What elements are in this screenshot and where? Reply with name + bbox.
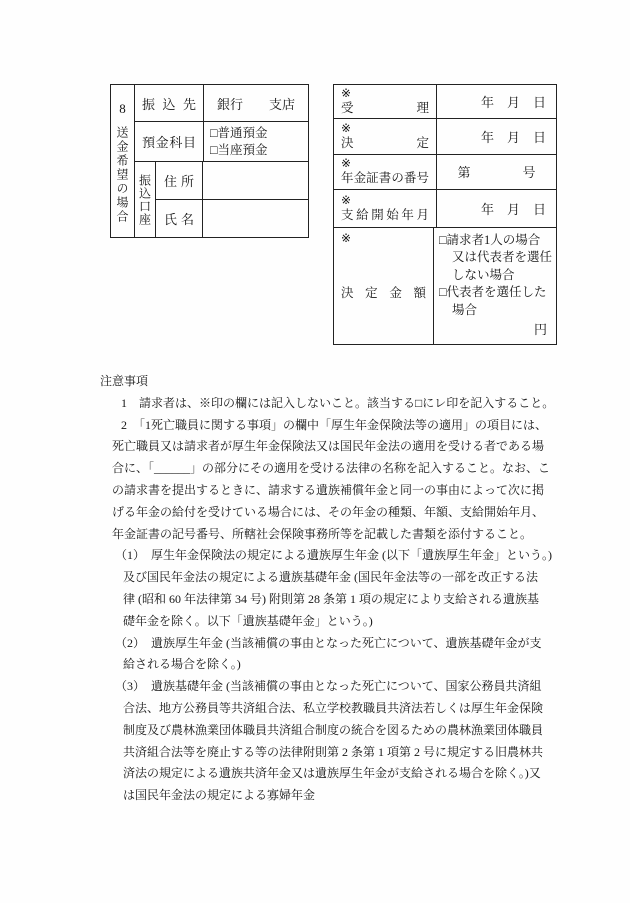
yen-unit: 円	[533, 322, 547, 337]
note-line: は国民年金法の規定による寡婦年金	[123, 788, 316, 803]
acceptance-label-cell	[334, 85, 437, 118]
note-line: 合法、地方公務員等共済組合法、私立学校教職員共済法若しくは厚生年金保険	[123, 700, 544, 715]
name-label-cell	[156, 200, 203, 237]
transfer-account-label: 振込口座	[135, 162, 156, 237]
checkbox-option-continuation: しない場合	[451, 267, 515, 282]
transfer-account-subrows	[156, 162, 308, 237]
checkbox-option-continuation: 又は代表者を選任	[451, 250, 552, 264]
representative-selected-checkbox[interactable]: □代表者を選任した	[438, 285, 547, 299]
office-use-table	[333, 84, 557, 345]
pension-cert-number-field[interactable]: 第 号	[457, 165, 536, 181]
reference-mark: ※	[341, 156, 352, 171]
table-row	[334, 85, 556, 119]
name-label: 氏名	[164, 212, 194, 227]
note-line: 死亡職員又は請求者が厚生年金保険法又は国民年金法の適用を受ける者である場	[112, 439, 545, 454]
deposit-type-options	[204, 122, 308, 161]
payment-start-label: 支給開始年月	[341, 207, 429, 222]
decided-amount-cell	[434, 228, 556, 345]
table-row	[135, 122, 308, 162]
decision-label: 決定	[341, 136, 429, 151]
payment-start-label-cell	[334, 190, 437, 227]
note-line: 礎年金を除く。以下「遺族基礎年金」という。)	[123, 613, 373, 628]
decision-label-cell	[334, 119, 437, 154]
note-line: （1） 厚生年金保険法の規定による遺族厚生年金 (以下「遺族厚生年金」という。)	[115, 548, 552, 563]
table-row	[156, 162, 308, 200]
name-field[interactable]	[203, 200, 308, 237]
note-line: 給される場合を除く。)	[123, 657, 241, 672]
payment-start-date-field[interactable]: 年 月 日	[480, 201, 546, 217]
decided-amount-label-cell	[334, 228, 434, 345]
reference-mark: ※	[341, 230, 352, 245]
checkbox-option-continuation: 場合	[451, 302, 477, 317]
deposit-type-label-cell	[135, 122, 204, 161]
note-line: 済法の規定による遺族共済年金又は遺族厚生年金が支給される場合を除く。)又	[123, 766, 541, 781]
section-number: 8	[119, 101, 126, 116]
notes-section	[100, 371, 555, 807]
table-row	[334, 155, 556, 189]
note-line: 及び国民年金法の規定による遺族基礎年金 (国民年金法等の一部を改正する法	[123, 570, 538, 585]
pension-cert-number-label: 年金証書の番号	[341, 171, 429, 186]
address-label-cell	[156, 162, 203, 199]
acceptance-date-field[interactable]: 年 月 日	[480, 95, 546, 110]
table-row	[135, 162, 308, 237]
table-row	[135, 85, 308, 122]
note-line: 1 請求者は、※印の欄には記入しないこと。該当する□にレ印を記入すること。	[121, 395, 555, 410]
bank-branch-field[interactable]: 銀行 支店	[216, 96, 295, 112]
note-line: 合に、「______」の部分にその適用を受ける法律の名称を記入すること。なお、こ	[112, 461, 551, 476]
note-line: 共済組合法等を廃止する等の法律附則第 2 条第 1 項第 2 号に規定する旧農林共	[123, 744, 544, 759]
acceptance-label: 受理	[341, 101, 429, 115]
remittance-table	[110, 84, 309, 238]
transfer-destination-label: 振込先	[142, 96, 196, 112]
reference-mark: ※	[341, 121, 352, 136]
note-line: 年金証書の記号番号、所轄社会保険事務所等を記載した書類を添付すること。	[112, 526, 533, 541]
table-row	[334, 119, 556, 155]
table-row	[156, 200, 308, 237]
remittance-table-body	[135, 85, 308, 237]
transfer-destination-label-cell	[135, 85, 204, 121]
table-row	[334, 190, 556, 228]
section-title: 送金希望の場合	[115, 126, 129, 224]
note-line: 律 (昭和 60 年法律第 34 号) 附則第 28 条第 1 項の規定により支給される遺族基	[123, 591, 539, 606]
notes-heading: 注意事項	[100, 374, 149, 388]
decided-amount-label: 決定金額	[341, 286, 426, 301]
note-line: （2） 遺族厚生年金 (当該補償の事由となった死亡について、遺族基礎年金が支	[115, 635, 542, 650]
decision-date-field[interactable]: 年 月 日	[480, 130, 546, 146]
single-claimant-checkbox[interactable]: □請求者1人の場合	[438, 232, 541, 247]
pension-cert-number-label-cell	[334, 155, 437, 188]
table-row	[334, 228, 556, 345]
note-line: の請求書を提出するときに、請求する遺族補償年金と同一の事由によって次に掲	[112, 482, 545, 497]
reference-mark: ※	[341, 86, 352, 100]
address-label: 住所	[164, 174, 194, 189]
note-line: 制度及び農林漁業団体職員共済組合制度の統合を図るための農林漁業団体職員	[123, 722, 544, 737]
note-line: 2 「1死亡職員に関する事項」の欄中「厚生年金保険法等の適用」の項目には、	[121, 417, 548, 432]
address-field[interactable]	[203, 162, 308, 199]
section-header-cell	[111, 85, 135, 237]
current-deposit-checkbox[interactable]: □当座預金	[210, 142, 268, 157]
note-line: （3） 遺族基礎年金 (当該補償の事由となった死亡について、国家公務員共済組	[115, 679, 542, 694]
reference-mark: ※	[341, 192, 352, 207]
ordinary-deposit-checkbox[interactable]: □普通預金	[210, 125, 268, 140]
note-line: げる年金の給付を受けている場合には、その年金の種類、年額、支給開始年月、	[112, 504, 545, 519]
deposit-type-label: 預金科目	[142, 135, 196, 150]
